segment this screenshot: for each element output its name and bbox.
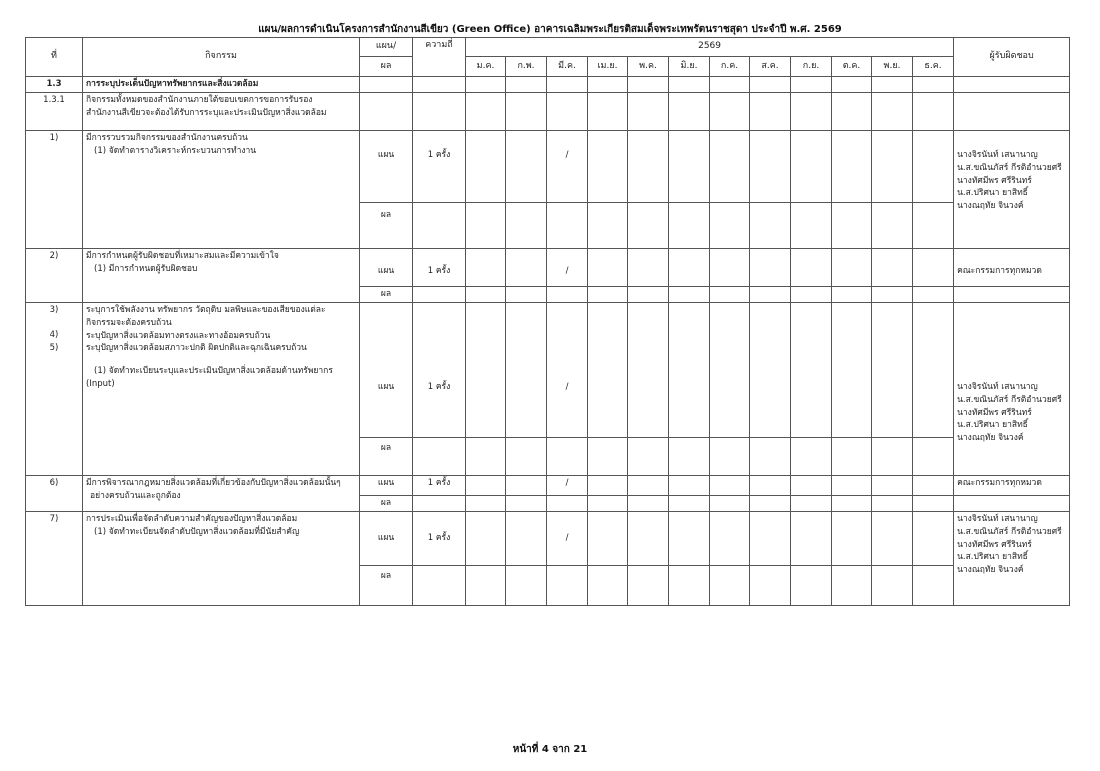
responsible-name: น.ส.ปริศนา ยาสิทธิ์	[957, 552, 1028, 563]
item-no: 1)	[26, 131, 83, 249]
subsection-line: กิจกรรมทั้งหมดของสำนักงานภายใต้ขอบเขตการขอการรับรอง	[86, 95, 313, 105]
item-sub: (1) จัดทำทะเบียนจัดลำดับปัญหาสิ่งแวดล้อมที่มีนัยสำคัญ	[94, 526, 300, 537]
subsection-title	[83, 93, 360, 131]
item-title: ระบุปัญหาสิ่งแวดล้อมสภาวะปกติ ผิดปกติและฉุกเฉินครบถ้วน	[86, 343, 307, 354]
plan-mark: /	[547, 249, 588, 287]
frequency-value: 1 ครั้ง	[413, 512, 466, 566]
plan-mark: /	[547, 303, 588, 438]
responsible-name: น.ส.ขณินภัสร์ กีรติอำนวยศรี	[957, 394, 1062, 405]
responsible-name: นางจิรนันท์ เสนานาญ	[957, 150, 1038, 160]
plan-label: แผน	[360, 476, 413, 496]
plan-label: แผน	[360, 249, 413, 287]
item-row-6-plan	[26, 476, 1070, 496]
plan-label: แผน	[360, 512, 413, 566]
subsection-row	[26, 93, 1070, 131]
item-row-3-5-plan	[26, 303, 1070, 438]
page-title: แผน/ผลการดำเนินโครงการสำนักงานสีเขียว (Green Office) อาคารเฉลิมพระเกียรติสมเด็จพระเทพรัตนราชสุดา ประจำปี พ.ศ. 2569	[258, 24, 842, 35]
responsible-name: น.ส.ขณินภัสร์ กีรติอำนวยศรี	[957, 526, 1062, 537]
responsible-name: นางณฤทัย จินวงค์	[957, 565, 1024, 575]
responsible-name: นางจิรนันท์ เสนานาญ	[957, 382, 1038, 392]
responsible-name: นางทัศมีพร ศรีรินทร์	[957, 539, 1032, 550]
item-title: ระบุปัญหาสิ่งแวดล้อมทางตรงและทางอ้อมครบถ้วน	[86, 330, 271, 341]
result-label: ผล	[360, 287, 413, 303]
item-activity	[83, 131, 360, 249]
plan-label: แผน	[360, 131, 413, 203]
item-no: 3)	[49, 305, 59, 315]
item-title: อย่างครบถ้วนและถูกต้อง	[90, 490, 181, 501]
header-month: ก.ค.	[710, 57, 750, 77]
responsible-name: น.ส.ปริศนา ยาสิทธิ์	[957, 188, 1028, 199]
responsible-name: นางณฤทัย จินวงค์	[957, 201, 1024, 211]
plan-mark: /	[547, 512, 588, 566]
frequency-value: 1 ครั้ง	[413, 303, 466, 438]
responsible-name: นางทัศมีพร ศรีรินทร์	[957, 175, 1032, 186]
responsible-name: น.ส.ขณินภัสร์ กีรติอำนวยศรี	[957, 162, 1062, 173]
subsection-line: สำนักงานสีเขียวจะต้องได้รับการระบุและประเมินปัญหาสิ่งแวดล้อม	[86, 107, 327, 118]
item-title: มีการกำหนดผู้รับผิดชอบที่เหมาะสมและมีความเข้าใจ	[86, 251, 279, 261]
subsection-no: 1.3.1	[26, 93, 83, 131]
responsible-name: นางทัศมีพร ศรีรินทร์	[957, 407, 1032, 418]
responsible-cell	[954, 303, 1070, 476]
header-month: ต.ค.	[832, 57, 872, 77]
plan-mark: /	[547, 476, 588, 496]
item-sub: (1) จัดทำตารางวิเคราะห์กระบวนการทำงาน	[94, 145, 257, 156]
responsible-committee: คณะกรรมการทุกหมวด	[954, 249, 1070, 287]
item-activity	[83, 249, 360, 303]
header-month: ก.พ.	[506, 57, 547, 77]
page-number: หน้าที่ 4 จาก 21	[512, 744, 588, 755]
header-month: ม.ค.	[466, 57, 506, 77]
header-month: มิ.ย.	[669, 57, 710, 77]
header-frequency: ความถี่	[413, 38, 466, 77]
item-activity	[83, 476, 360, 512]
section-no: 1.3	[26, 77, 83, 93]
plan-table	[25, 37, 1070, 606]
header-no: ที่	[26, 38, 83, 77]
responsible-cell	[954, 512, 1070, 606]
plan-label: แผน	[360, 303, 413, 438]
item-title: ระบุการใช้พลังงาน ทรัพยากร วัตถุดิบ มลพิษและของเสียของแต่ละ	[86, 305, 326, 315]
header-month: พ.ค.	[628, 57, 669, 77]
result-label: ผล	[360, 203, 413, 249]
item-title: การประเมินเพื่อจัดลำดับความสำคัญของปัญหาสิ่งแวดล้อม	[86, 514, 298, 524]
header-plan-result-2: ผล	[360, 57, 413, 77]
item-row-2-plan	[26, 249, 1070, 287]
item-sub: (Input)	[86, 378, 115, 389]
item-no: 7)	[26, 512, 83, 606]
section-row	[26, 77, 1070, 93]
header-month: ส.ค.	[750, 57, 791, 77]
frequency-value: 1 ครั้ง	[413, 249, 466, 287]
header-activity: กิจกรรม	[83, 38, 360, 77]
header-month: ธ.ค.	[913, 57, 954, 77]
item-activity	[83, 512, 360, 606]
item-no: 6)	[26, 476, 83, 512]
item-no: 4)	[49, 329, 59, 340]
responsible-name: น.ส.ปริศนา ยาสิทธิ์	[957, 420, 1028, 431]
frequency-value: 1 ครั้ง	[413, 476, 466, 496]
plan-mark: /	[547, 131, 588, 203]
item-row-7-plan	[26, 512, 1070, 566]
result-label: ผล	[360, 496, 413, 512]
result-label: ผล	[360, 438, 413, 476]
item-activity	[83, 303, 360, 476]
responsible-committee: คณะกรรมการทุกหมวด	[954, 476, 1070, 496]
header-month: ก.ย.	[791, 57, 832, 77]
responsible-cell	[954, 131, 1070, 249]
header-responsible: ผู้รับผิดชอบ	[954, 38, 1070, 77]
header-month: พ.ย.	[872, 57, 913, 77]
responsible-name: นางจิรนันท์ เสนานาญ	[957, 514, 1038, 524]
frequency-value: 1 ครั้ง	[413, 131, 466, 203]
item-title: มีการรวบรวมกิจกรรมของสำนักงานครบถ้วน	[86, 133, 248, 143]
item-no: 2)	[26, 249, 83, 303]
item-title: มีการพิจารณากฎหมายสิ่งแวดล้อมที่เกี่ยวข้องกับปัญหาสิ่งแวดล้อมนั้นๆ	[86, 478, 341, 488]
header-month: เม.ย.	[588, 57, 628, 77]
header-month: มี.ค.	[547, 57, 588, 77]
item-title: กิจกรรมจะต้องครบถ้วน	[86, 317, 172, 328]
item-no: 5)	[49, 342, 59, 353]
item-row-1-plan	[26, 131, 1070, 203]
header-row	[26, 38, 1070, 57]
item-sub: (1) มีการกำหนดผู้รับผิดชอบ	[94, 263, 198, 274]
result-label: ผล	[360, 566, 413, 606]
section-title: การระบุประเด็นปัญหาทรัพยากรและสิ่งแวดล้อม	[83, 77, 360, 93]
item-sub: (1) จัดทำทะเบียนระบุและประเมินปัญหาสิ่งแวดล้อมด้านทรัพยากร	[94, 366, 333, 376]
header-plan-result: แผน/	[360, 38, 413, 57]
responsible-name: นางณฤทัย จินวงค์	[957, 433, 1024, 443]
header-year: 2569	[466, 38, 954, 57]
item-no-group	[26, 303, 83, 476]
